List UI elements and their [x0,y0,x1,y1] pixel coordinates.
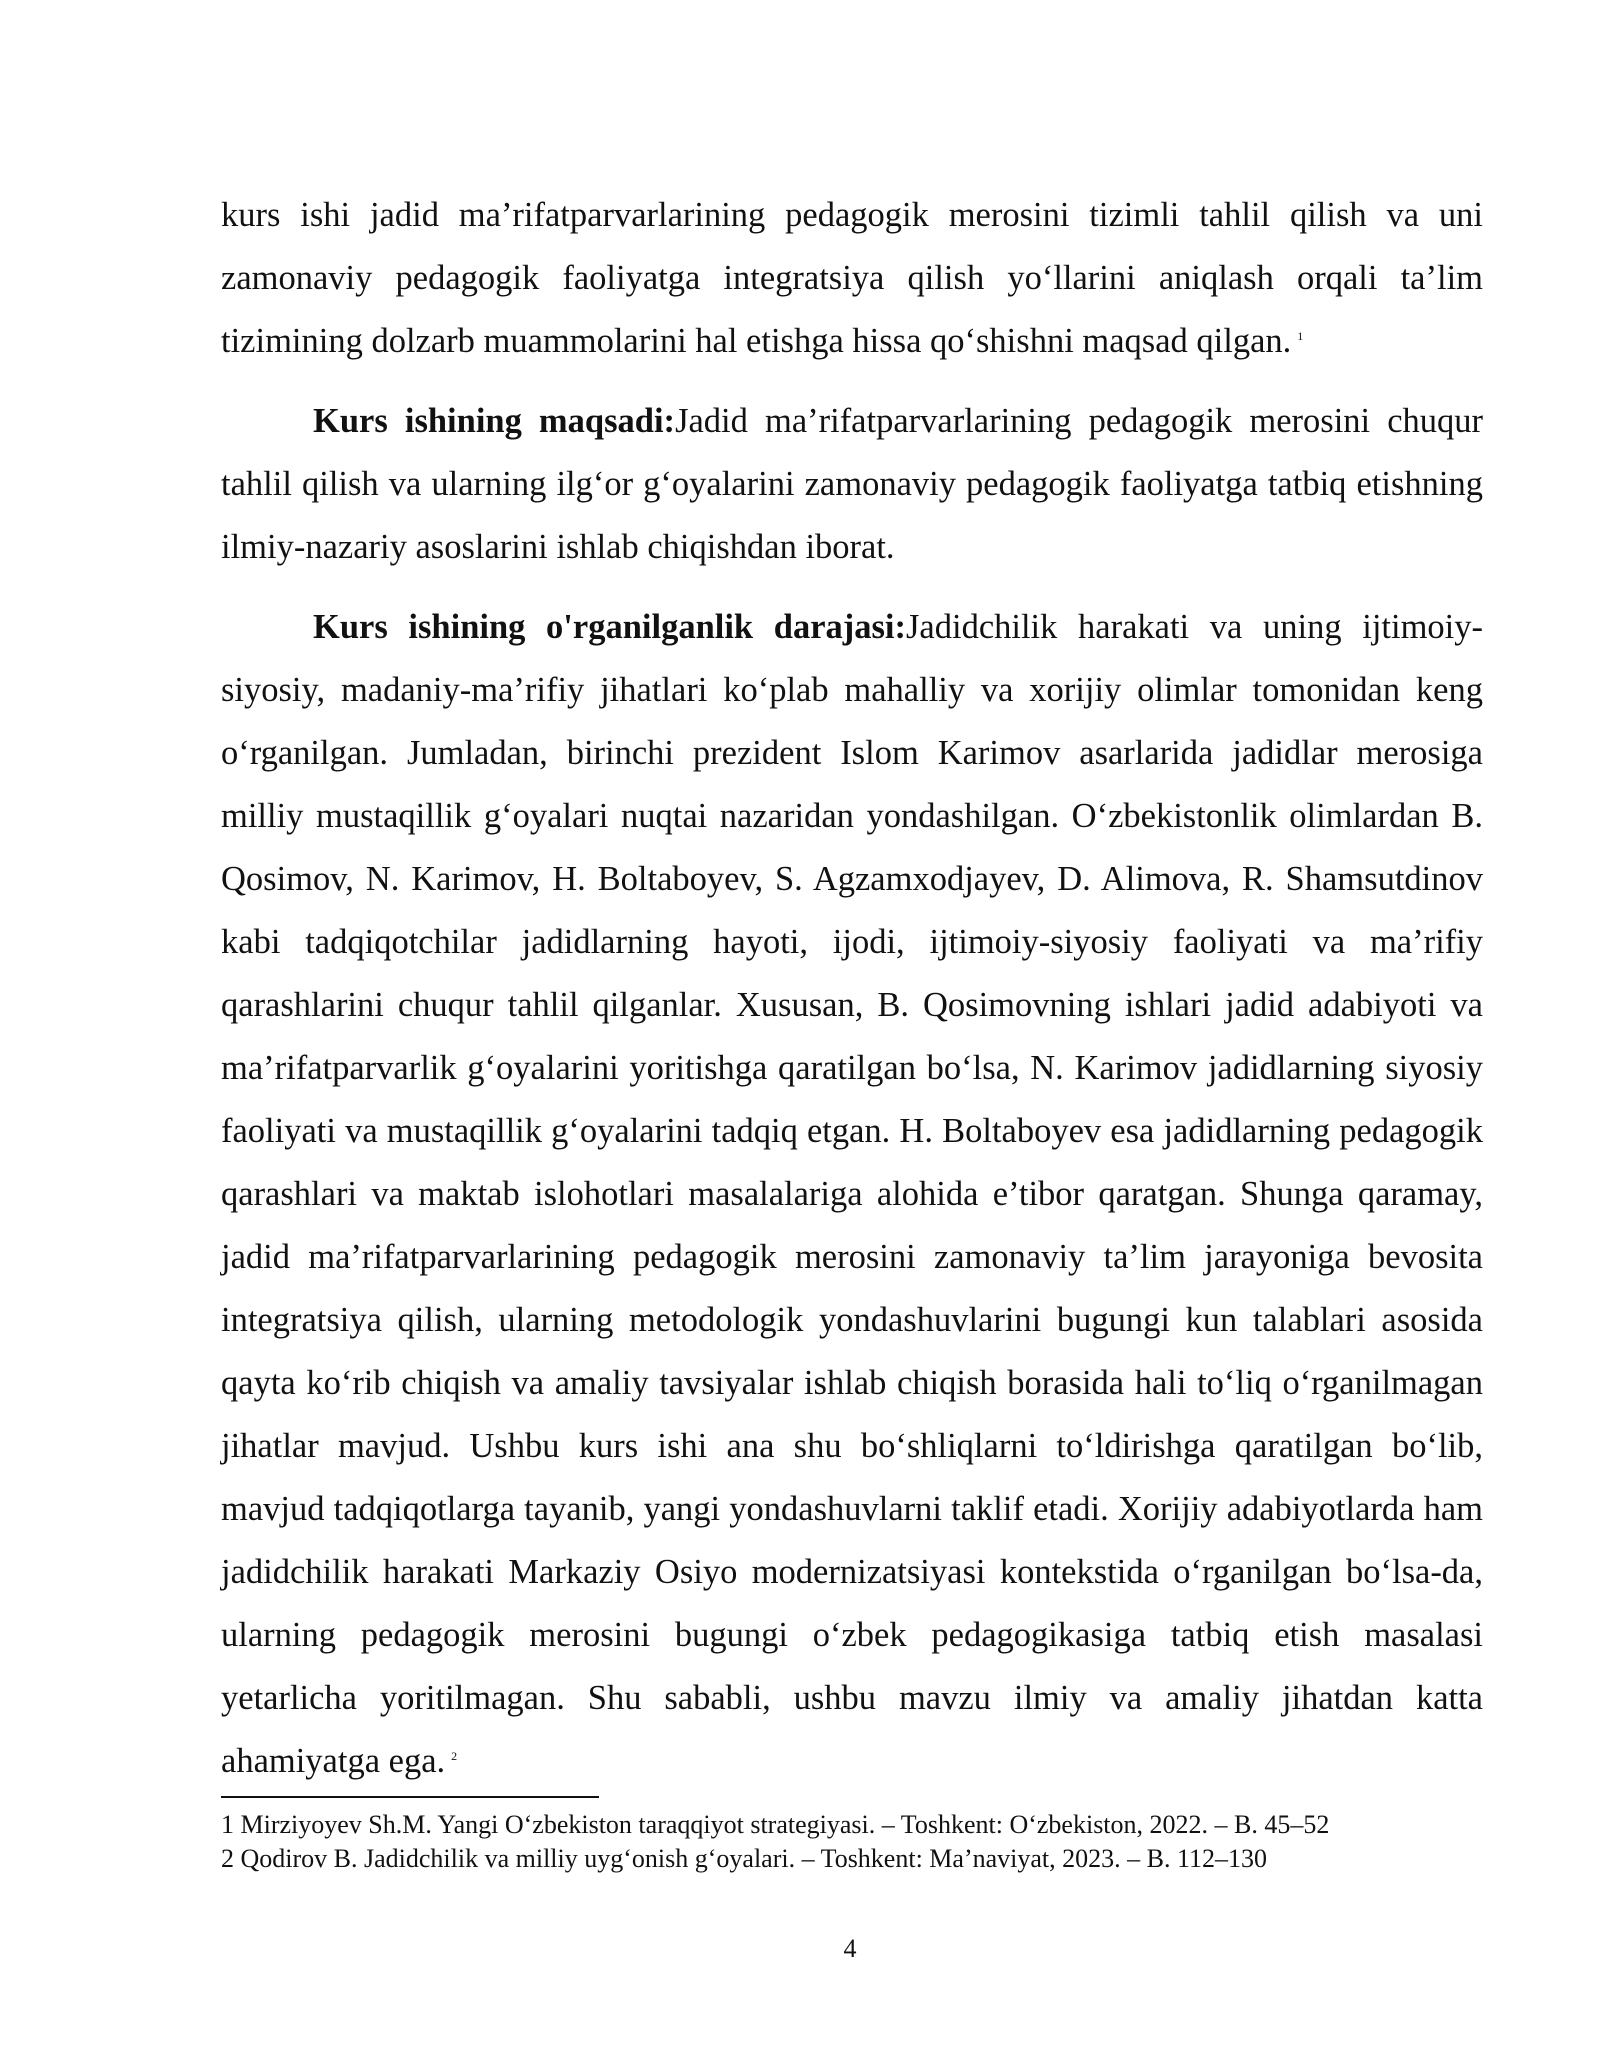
main-text [221,184,1483,1810]
paragraph-heading: Kurs ishining maqsadi: [313,402,676,440]
paragraph-purpose [221,390,1483,579]
footnote-separator [221,1796,599,1798]
paragraph-heading: Kurs ishining o'rganilganlik darajasi: [313,608,906,646]
paragraph-research-level [221,596,1483,1793]
footnote-reference: 1 [1297,328,1304,343]
paragraph-text: Jadidchilik harakati va uning ijtimoiy-siyosiy, madaniy-ma’rifiy jihatlari ko‘plab mahalliy va xorijiy olimlar tomonidan keng o‘rganilgan. Jumladan, birinchi prezident Islom Karimov asarlarida jadidlar merosiga milliy mustaqillik g‘oyalari nuqtai nazaridan yondashilgan. O‘zbekistonlik olimlardan B. Qosimov, N. Karimov, H. Boltaboyev, S. Agzamxodjayev, D. Alimova, R. Shamsutdinov kabi tadqiqotchilar jadidlarning hayoti, ijodi, ijtimoiy-siyosiy faoliyati va ma’rifiy qarashlarini chuqur tahlil qilganlar. Xususan, B. Qosimovning ishlari jadid adabiyoti va ma’rifatparvarlik g‘oyalarini yoritishga qaratilgan bo‘lsa, N. Karimov jadidlarning siyosiy faoliyati va mustaqillik g‘oyalarini tadqiq etgan. H. Boltaboyev esa jadidlarning pedagogik qarashlari va maktab islohotlari masalalariga alohida e’tibor qaratgan. Shunga qaramay, jadid ma’rifatparvarlarining pedagogik merosini zamonaviy ta’lim jarayoniga bevosita integratsiya qilish, ularning metodologik yondashuvlarini bugungi kun talablari asosida qayta ko‘rib chiqish va amaliy tavsiyalar ishlab chiqish borasida hali to‘liq o‘rganilmagan jihatlar mavjud. Ushbu kurs ishi ana shu bo‘shliqlarni to‘ldirishga qaratilgan bo‘lib, mavjud tadqiqotlarga tayanib, yangi yondashuvlarni taklif etadi. Xorijiy adabiyotlarda ham jadidchilik harakati Markaziy Osiyo modernizatsiyasi kontekstida o‘rganilgan bo‘lsa-da, ularning pedagogik merosini bugungi o‘zbek pedagogikasiga tatbiq etish masalasi yetarlicha yoritilmagan. Shu sababli, ushbu mavzu ilmiy va amaliy jihatdan katta ahamiyatga ega. [221,608,1483,1780]
page-number: 4 [843,1934,857,1963]
paragraph-intro [221,184,1483,373]
paragraph-text: Jadid ma’rifatparvarlarining pedagogik merosini chuqur tahlil qilish va ularning ilg‘or g‘oyalarini zamonaviy pedagogik faoliyatga tatbiq etishning ilmiy-nazariy asoslarini ishlab chiqishdan iborat. [221,402,1484,566]
footnote-2: 2 Qodirov B. Jadidchilik va milliy uyg‘onish g‘oyalari. – Toshkent: Ma’naviyat, 2023. – B. 112–130 [221,1844,1268,1873]
footnotes [221,1808,1483,1876]
footnote-reference: 2 [451,1748,458,1763]
footnote-1: 1 Mirziyoyev Sh.M. Yangi O‘zbekiston taraqqiyot strategiyasi. – Toshkent: O‘zbekiston, 2022. – B. 45–52 [221,1810,1330,1839]
paragraph-text: kurs ishi jadid ma’rifatparvarlarining pedagogik merosini tizimli tahlil qilish va uni zamonaviy pedagogik faoliyatga integratsiya qilish yo‘llarini aniqlash orqali ta’lim tizimining dolzarb muammolarini hal etishga hissa qo‘shishni maqsad qilgan. [221,196,1483,360]
